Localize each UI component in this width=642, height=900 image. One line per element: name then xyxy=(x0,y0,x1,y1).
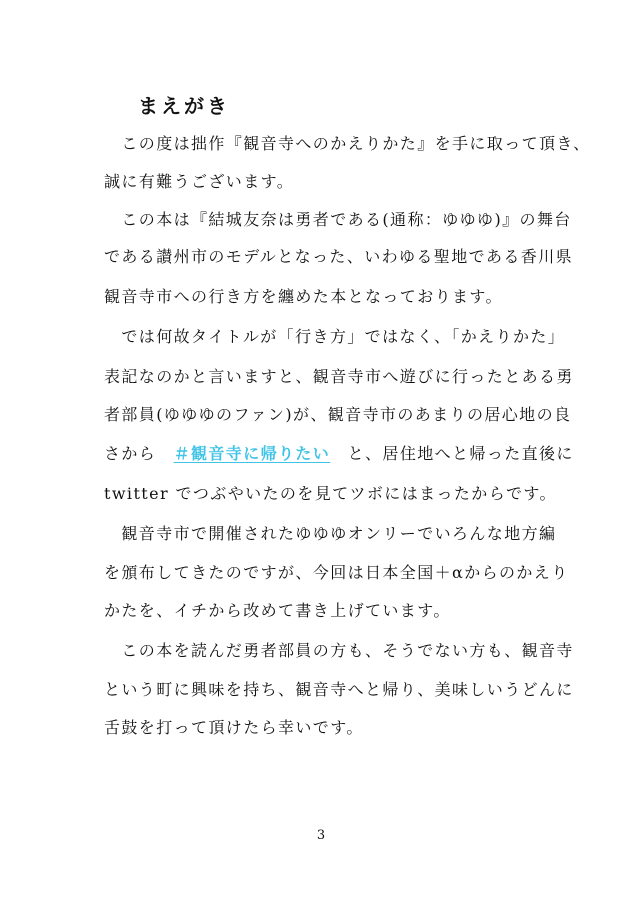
p5-line-2: という町に興味を持ち、観音寺へと帰り、美味しいうどんに xyxy=(104,680,574,699)
p3-line-5: twitter でつぶやいたのを見てツボにはまったからです。 xyxy=(104,484,557,503)
p4-line-1: 観音寺市で開催されたゆゆゆオンリーでいろんな地方編 xyxy=(104,524,557,543)
p2-line-3: 観音寺市への行き方を纏めた本となっております。 xyxy=(104,287,503,306)
p3-line-4 xyxy=(104,444,574,464)
p5-line-3: 舌鼓を打って頂けたら幸いです。 xyxy=(104,718,364,737)
p1-line-1: この度は拙作『観音寺へのかえりかた』を手に取って頂き、 xyxy=(104,134,591,153)
p4-line-3: かたを、イチから改めて書き上げています。 xyxy=(104,601,451,620)
p1-line-2: 誠に有難うございます。 xyxy=(104,172,295,191)
p3-line-4-after: と、居住地へと帰った直後に xyxy=(330,444,574,463)
p2-line-2: である讃州市のモデルとなった、いわゆる聖地である香川県 xyxy=(104,247,574,266)
p4-line-2: を頒布してきたのですが、今回は日本全国＋αからのかえり xyxy=(104,563,569,582)
p5-line-1: この本を読んだ勇者部員の方も、そうでない方も、観音寺 xyxy=(104,641,574,660)
p3-line-1: では何故タイトルが「行き方」ではなく、「かえりかた」 xyxy=(104,327,566,346)
p3-line-4-before: さから xyxy=(104,444,174,463)
page-title: まえがき xyxy=(138,94,230,118)
p3-line-2: 表記なのかと言いますと、観音寺市へ遊びに行ったとある勇 xyxy=(104,367,574,386)
p2-line-1: この本は『結城友奈は勇者である(通称：ゆゆゆ)』の舞台 xyxy=(104,210,572,229)
page-number: 3 xyxy=(316,828,326,843)
p3-line-3: 者部員(ゆゆゆのファン)が、観音寺市のあまりの居心地の良 xyxy=(104,405,572,424)
hashtag-link[interactable]: ＃観音寺に帰りたい xyxy=(173,444,331,463)
